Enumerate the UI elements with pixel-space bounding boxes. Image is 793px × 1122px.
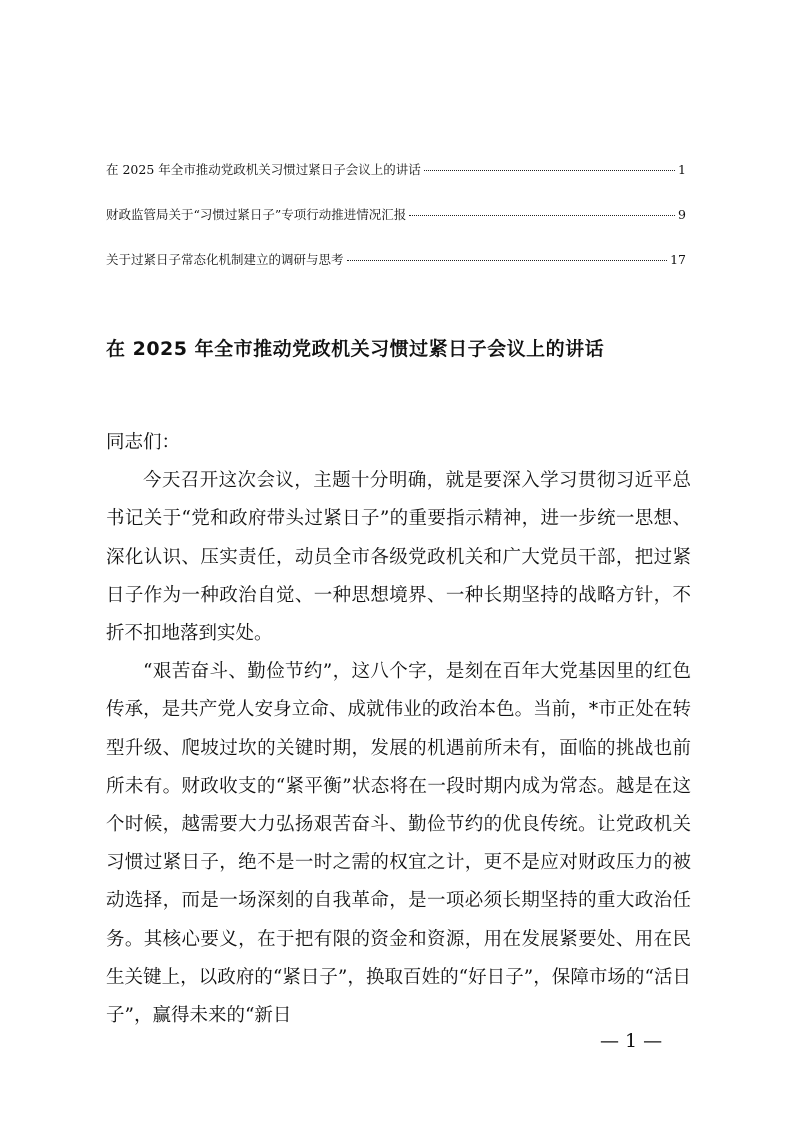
toc-leader-dots [409,215,675,216]
toc-item[interactable] [106,250,686,295]
toc-item-page: 17 [670,252,686,267]
toc-item[interactable] [106,205,686,250]
document-body [106,424,691,1035]
toc-item-title: 财政监管局关于“习惯过紧日子”专项行动推进情况汇报 [106,207,407,222]
body-paragraph: 今天召开这次会议，主题十分明确，就是要深入学习贯彻习近平总书记关于“党和政府带头过紧日子”的重要指示精神，进一步统一思想、深化认识、压实责任，动员全市各级党政机关和广大党员干部，把过紧日子作为一种政治自觉、一种思想境界、一种长期坚持的战略方针，不折不扣地落到实处。 [106,470,691,645]
toc-leader-dots [424,170,675,171]
salutation: 同志们： [106,432,181,453]
toc-item-page: 9 [678,207,686,222]
body-paragraph: “艰苦奋斗、勤俭节约”，这八个字，是刻在百年大党基因里的红色传承，是共产党人安身立命、成就伟业的政治本色。当前，*市正处在转型升级、爬坡过坎的关键时期，发展的机遇前所未有，面临的挑战也前所未有。财政收支的“紧平衡”状态将在一段时期内成为常态。越是在这个时候，越需要大力弘扬艰苦奋斗、勤俭节约的优良传统。让党政机关习惯过紧日子，绝不是一时之需的权宜之计，更不是应对财政压力的被动选择，而是一场深刻的自我革命，是一项必须长期坚持的重大政治任务。其核心要义，在于把有限的资金和资源，用在发展紧要处、用在民生关键上，以政府的“紧日子”，换取百姓的“好日子”，保障市场的“活日子”，赢得未来的“新日 [106,661,691,1027]
document-title: 在 2025 年全市推动党政机关习惯过紧日子会议上的讲话 [106,338,605,360]
page-number: — 1 — [600,1030,663,1052]
toc-item-page: 1 [678,162,686,177]
toc-item-title: 关于过紧日子常态化机制建立的调研与思考 [106,252,344,267]
table-of-contents [106,160,686,295]
toc-item-title: 在 2025 年全市推动党政机关习惯过紧日子会议上的讲话 [106,162,421,177]
toc-leader-dots [347,260,668,261]
toc-item[interactable] [106,160,686,205]
